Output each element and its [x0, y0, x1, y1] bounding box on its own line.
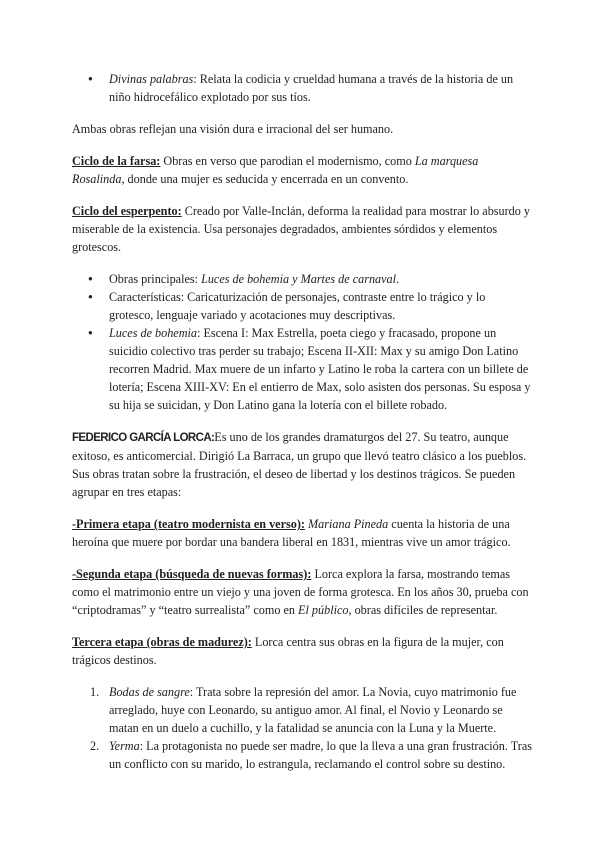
list-item	[72, 288, 532, 324]
document-page	[72, 70, 532, 773]
work-title: El público	[298, 603, 349, 617]
list-item	[72, 324, 532, 414]
paragraph-text: Obras en verso que parodian el modernismo, como	[160, 154, 415, 168]
list-item-text: Características: Caricaturización de personajes, contraste entre lo trágico y lo grotesco, lenguaje variado y acotaciones muy descriptivas.	[109, 290, 486, 322]
list-item	[72, 683, 532, 737]
list-item	[72, 270, 532, 288]
list-item-text: : Relata la codicia y crueldad humana a través de la historia de un niño hidrocefálico explotado por sus tíos.	[109, 72, 514, 104]
list-number: 1.	[90, 685, 100, 699]
paragraph-text: , donde una mujer es seducida y encerrada en un convento.	[121, 172, 409, 186]
list-item	[72, 737, 532, 773]
paragraph-text: cuenta la historia de una heroína que muere por bordar una bandera liberal en 1831, mientras vive un amor trágico.	[72, 517, 511, 549]
work-title: Yerma	[109, 739, 140, 753]
section-heading: Tercera etapa (obras de madurez):	[72, 635, 252, 649]
paragraph-ambas: Ambas obras reflejan una visión dura e irracional del ser humano.	[72, 122, 394, 136]
paragraph-farsa	[72, 152, 532, 188]
work-title: Divinas palabras	[109, 72, 194, 86]
paragraph-esperpento	[72, 202, 532, 256]
paragraph-text: Lorca centra sus obras en la figura de la mujer, con trágicos destinos.	[72, 635, 504, 667]
paragraph-etapa-1	[72, 515, 532, 551]
list-item-text: : Trata sobre la represión del amor. La Novia, cuyo matrimonio fue arreglado, huye con Leonardo, su antiguo amor. Al final, el Novio y Leonardo se matan en un duelo a cuchillo, y la fatalidad se anuncia con la Luna y la Muerte.	[109, 685, 517, 735]
work-title: Luces de bohemia y Martes de carnaval	[201, 272, 397, 286]
paragraph-etapa-2	[72, 565, 532, 619]
section-heading: Ciclo del esperpento:	[72, 204, 182, 218]
work-title: Bodas de sangre	[109, 685, 190, 699]
paragraph-text: Lorca explora la farsa, mostrando temas como el matrimonio entre un viejo y una joven de forma grotesca. En los años 30, prueba con “criptodramas” y “teatro surrealista” como en	[72, 567, 529, 617]
esperpento-bullet-list	[72, 270, 532, 414]
section-heading: FEDERICO GARCÍA LORCA:	[72, 432, 215, 444]
paragraph-text: Creado por Valle-Inclán, deforma la realidad para mostrar lo absurdo y miserable de la existencia. Usa personajes degradados, ambientes sórdidos y elementos grotescos.	[72, 204, 531, 254]
paragraph-text: , obras difíciles de representar.	[348, 603, 498, 617]
section-heading: Ciclo de la farsa:	[72, 154, 161, 168]
list-item	[72, 70, 532, 106]
paragraph-lorca	[72, 428, 532, 501]
work-title: Luces de bohemia	[109, 326, 198, 340]
list-number: 2.	[90, 739, 100, 753]
paragraph-text: Es uno de los grandes dramaturgos del 27. Su teatro, aunque exitoso, es anticomercial. Dirigió La Barraca, un grupo que llevó teatro clásico a los pueblos. Sus obras tratan sobre la frustración, el deseo de libertad y los destinos trágicos. Se pueden agrupar en tres etapas:	[72, 430, 527, 499]
paragraph-etapa-3	[72, 633, 532, 669]
top-bullet-list	[72, 70, 532, 106]
work-title: Mariana Pineda	[308, 517, 389, 531]
work-title: La marquesa Rosalinda	[72, 154, 479, 186]
list-item-text: : La protagonista no puede ser madre, lo que la lleva a una gran frustración. Tras un conflicto con su marido, lo estrangula, reclamando el control sobre su destino.	[109, 739, 532, 771]
list-item-text: .	[396, 272, 400, 286]
section-heading: -Primera etapa (teatro modernista en verso):	[72, 517, 305, 531]
section-heading: -Segunda etapa (búsqueda de nuevas formas):	[72, 567, 312, 581]
list-item-text: Obras principales:	[109, 272, 202, 286]
list-item-text: : Escena I: Max Estrella, poeta ciego y fracasado, propone un suicidio colectivo tras perder su trabajo; Escena II-XII: Max y su amigo Don Latino recorren Madrid. Max muere de un infarto y Latino le roba la cartera con un billete de lotería; Escena XIII-XV: En el entierro de Max, solo asisten dos personas. Su esposa y su hija se suicidan, y Don Latino gana la lotería con el billete robado.	[109, 326, 531, 412]
etapa-3-numbered-list	[72, 683, 532, 773]
